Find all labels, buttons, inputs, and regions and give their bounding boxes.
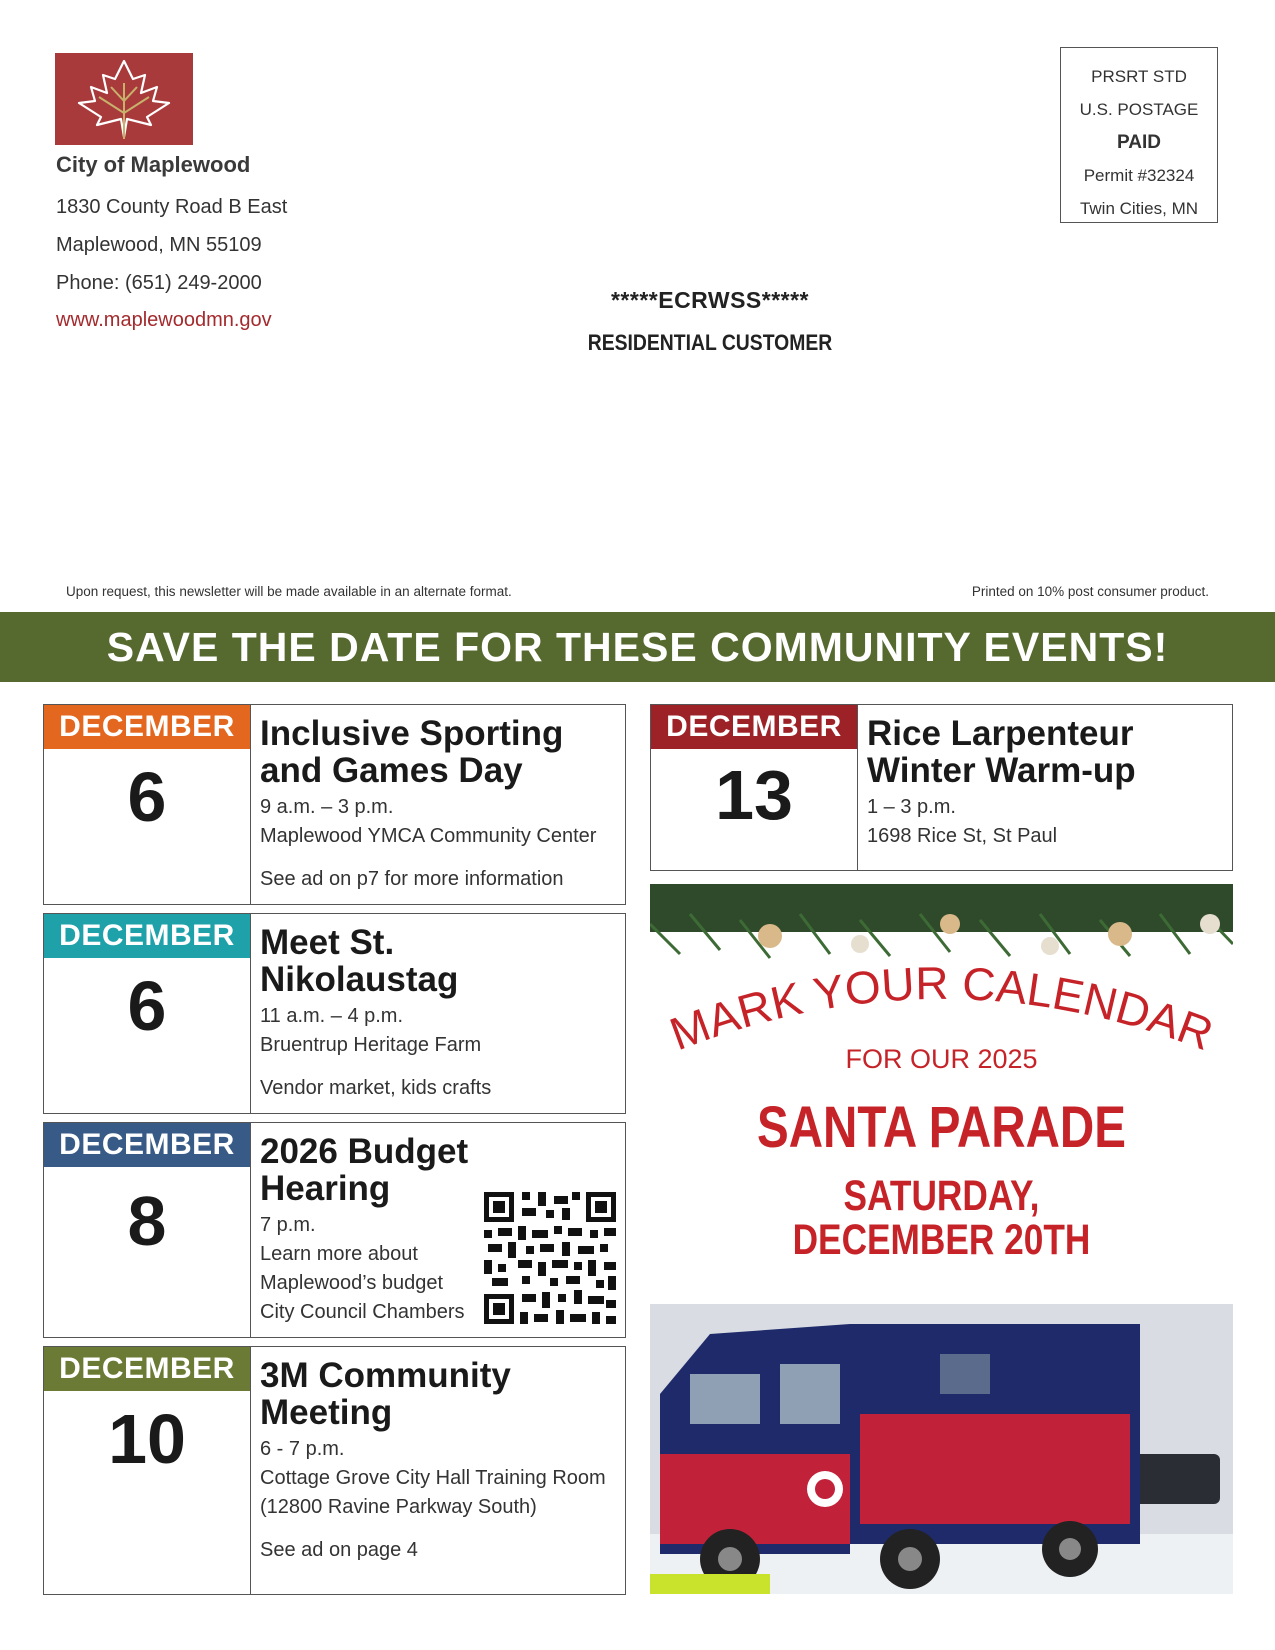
santa-parade-promo: [650, 884, 1233, 1594]
event-card: [43, 913, 626, 1114]
event-card: [43, 1346, 626, 1595]
event-month: DECEMBER: [44, 1347, 250, 1391]
event-day: 6: [127, 758, 167, 836]
postage-paid: PAID: [1117, 132, 1161, 153]
sender-name: City of Maplewood: [56, 152, 251, 177]
event-title: 2026 Budget Hearing: [260, 1132, 469, 1208]
recycled-paper-note: Printed on 10% post consumer product.: [971, 584, 1209, 599]
promo-date-line-2: DECEMBER 20TH: [792, 1216, 1091, 1264]
event-location-address: (12800 Ravine Parkway South): [260, 1496, 537, 1518]
event-card: [650, 704, 1233, 871]
event-time: 9 a.m. – 3 p.m.: [260, 796, 394, 818]
event-note: Vendor market, kids crafts: [260, 1077, 492, 1099]
event-time: 11 a.m. – 4 p.m.: [260, 1005, 404, 1027]
sender-phone: Phone: (651) 249-2000: [56, 272, 262, 294]
event-date: [651, 705, 858, 870]
promo-subhead: FOR OUR 2025: [845, 1044, 1038, 1074]
promo-date-line-1: SATURDAY,: [843, 1172, 1040, 1220]
event-time: 7 p.m.: [260, 1214, 316, 1236]
event-month: DECEMBER: [44, 705, 250, 749]
postage-label: U.S. POSTAGE: [1079, 100, 1199, 119]
mailing-recipient: RESIDENTIAL CUSTOMER: [587, 330, 833, 355]
event-note: See ad on p7 for more information: [260, 868, 564, 890]
alternate-format-note: Upon request, this newsletter will be made available in an alternate format.: [66, 584, 512, 599]
event-day: 13: [715, 756, 793, 834]
event-location: 1698 Rice St, St Paul: [867, 825, 1058, 847]
sender-address-line-1: 1830 County Road B East: [56, 196, 288, 218]
promo-event-name: SANTA PARADE: [756, 1095, 1127, 1160]
event-location: City Council Chambers: [260, 1301, 465, 1323]
event-date: [44, 1123, 251, 1337]
event-time: 1 – 3 p.m.: [867, 796, 956, 818]
return-address: [56, 152, 287, 338]
event-month: DECEMBER: [44, 1123, 250, 1167]
event-date: [44, 1347, 251, 1594]
city-logo: [55, 53, 193, 145]
sender-address-line-2: Maplewood, MN 55109: [56, 234, 262, 256]
event-date: [44, 705, 251, 904]
event-location: Bruentrup Heritage Farm: [260, 1034, 482, 1056]
event-day: 6: [127, 967, 167, 1045]
mailing-block: [560, 287, 860, 356]
event-day: 8: [127, 1182, 167, 1260]
event-title: Rice Larpenteur Winter Warm-up: [867, 714, 1136, 790]
event-date: [44, 914, 251, 1113]
maple-leaf-icon: [55, 53, 193, 145]
event-detail-line-1: Learn more about: [260, 1243, 418, 1265]
postage-permit: Permit #32324: [1083, 166, 1195, 185]
postage-class: PRSRT STD: [1091, 67, 1187, 86]
mailing-endorsement: *****ECRWSS*****: [610, 287, 810, 313]
fire-truck-illustration: [650, 1304, 1233, 1594]
event-info: [260, 1357, 617, 1565]
event-month: DECEMBER: [651, 705, 857, 749]
event-title: 3M Community Meeting: [260, 1356, 511, 1432]
event-detail-line-2: Maplewood’s budget: [260, 1272, 444, 1294]
promo-date: [702, 1174, 1180, 1262]
event-note: See ad on page 4: [260, 1539, 418, 1561]
postage-indicia: [1060, 47, 1218, 223]
qr-code-icon[interactable]: [482, 1190, 618, 1326]
event-day: 10: [108, 1400, 186, 1478]
events-banner: SAVE THE DATE FOR THESE COMMUNITY EVENTS!: [0, 612, 1275, 682]
event-info: [867, 715, 1224, 851]
event-location: Maplewood YMCA Community Center: [260, 825, 597, 847]
event-info: [260, 715, 617, 894]
event-info: [260, 924, 617, 1103]
postage-location: Twin Cities, MN: [1079, 199, 1199, 218]
event-card: [43, 704, 626, 905]
promo-headline: MARK YOUR CALENDAR: [663, 956, 1221, 1061]
event-location: Cottage Grove City Hall Training Room: [260, 1467, 606, 1489]
event-month: DECEMBER: [44, 914, 250, 958]
sender-website-link[interactable]: www.maplewoodmn.gov: [56, 309, 272, 331]
event-title: Meet St. Nikolaustag: [260, 923, 459, 999]
event-time: 6 - 7 p.m.: [260, 1438, 345, 1460]
event-title: Inclusive Sporting and Games Day: [260, 714, 564, 790]
